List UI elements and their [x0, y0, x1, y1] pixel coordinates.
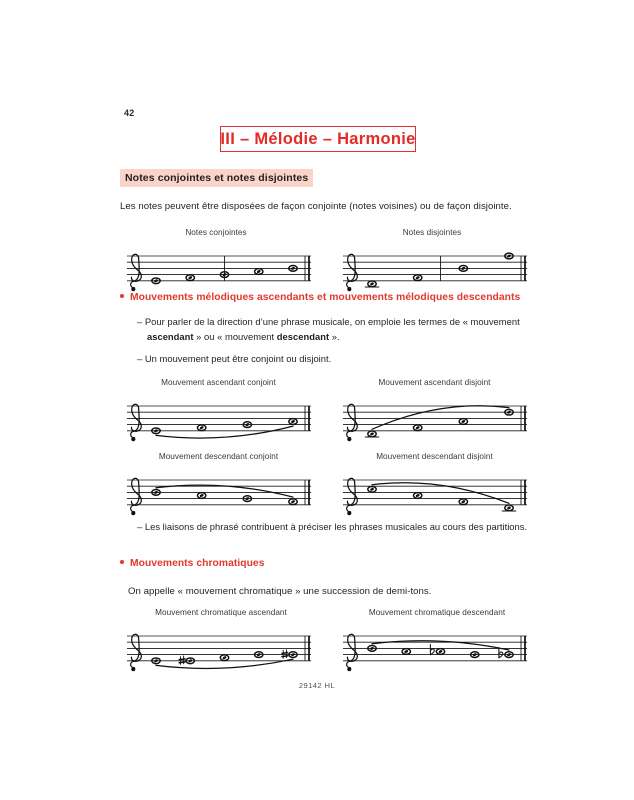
bullet-dot-icon — [120, 560, 124, 564]
example-caption: Mouvement ascendant disjoint — [378, 378, 491, 387]
example-caption: Notes disjointes — [402, 228, 462, 237]
chapter-title-box — [220, 126, 416, 152]
staff-notation — [342, 618, 537, 684]
staff-notation — [342, 462, 537, 528]
section-banner — [120, 169, 313, 187]
staff-notation — [126, 388, 321, 454]
note-direction-phrase — [137, 315, 527, 344]
example-caption: Notes conjointes — [185, 228, 247, 237]
direction-end: ». — [329, 330, 340, 342]
heading-label: Mouvements chromatiques — [130, 558, 265, 569]
staff-notation — [342, 388, 537, 454]
example-caption: Mouvement chromatique descendant — [368, 608, 506, 617]
intro-paragraph: Les notes peuvent être disposées de façon conjointe (notes voisines) ou de façon disjointe. — [120, 201, 512, 212]
staff-notation — [126, 618, 321, 684]
heading-mouvements-melodiques — [120, 292, 520, 303]
example-caption: Mouvement ascendant conjoint — [161, 378, 276, 387]
page-title: III – Mélodie – Harmonie — [220, 129, 416, 148]
section-banner-label: Notes conjointes et notes disjointes — [125, 172, 309, 184]
example-caption: Mouvement descendant disjoint — [376, 452, 493, 461]
note-conjoint-disjoint: – Un mouvement peut être conjoint ou disjoint. — [137, 353, 332, 364]
direction-line-1: – Pour parler de la direction d’une phrase musicale, on emploie les termes de « mouvement — [137, 316, 520, 327]
term-descendant: descendant — [276, 330, 330, 342]
example-caption: Mouvement descendant conjoint — [158, 452, 279, 461]
chromatic-definition: On appelle « mouvement chromatique » une succession de demi-tons. — [128, 586, 432, 597]
direction-mid: » ou « mouvement — [193, 330, 277, 342]
example-caption: Mouvement chromatique ascendant — [155, 608, 287, 617]
heading-label: Mouvements mélodiques ascendants et mouvements mélodiques descendants — [130, 292, 521, 303]
page-footer: 29142 HL — [298, 681, 336, 690]
staff-notation — [126, 462, 321, 528]
bullet-dot-icon — [120, 294, 124, 298]
heading-mouvements-chromatiques — [120, 558, 264, 569]
note-liaisons: – Les liaisons de phrasé contribuent à préciser les phrases musicales au cours des partitions. — [137, 521, 528, 532]
page-number: 42 — [124, 108, 135, 118]
term-ascendant: ascendant — [147, 330, 194, 342]
